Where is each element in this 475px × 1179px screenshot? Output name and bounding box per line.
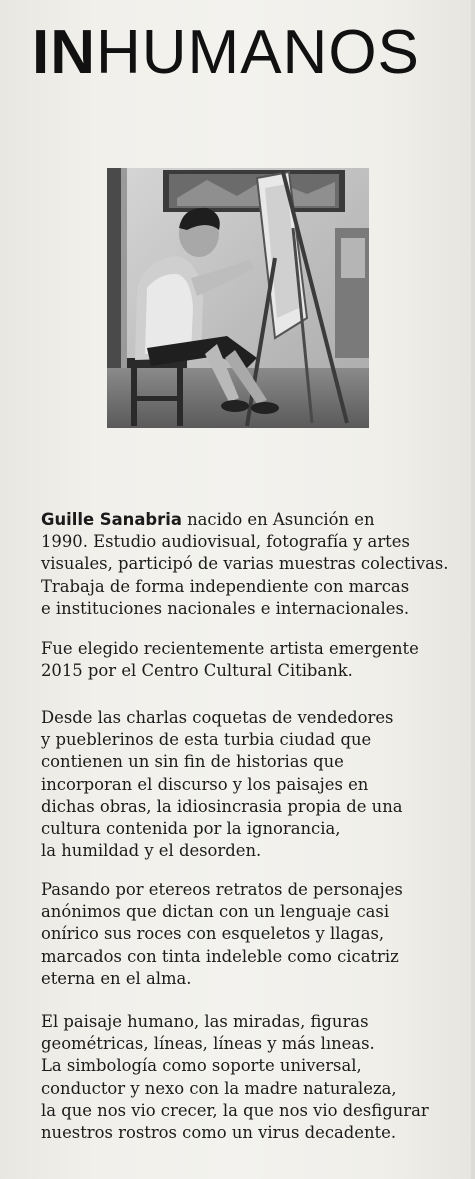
artist-photo-illustration xyxy=(107,168,369,428)
portraits-line: anónimos que dictan con un lenguaje casi xyxy=(41,902,390,922)
bio-line: Trabaja de forma independiente con marcas xyxy=(41,576,410,596)
portraits-line: onírico sus roces con esqueletos y llagas, xyxy=(41,924,385,944)
bio-line: visuales, participó de varias muestras colectivas. xyxy=(41,554,449,574)
inspiration-line: la humildad y el desorden. xyxy=(41,841,262,861)
portraits-line: marcados con tinta indeleble como cicatriz xyxy=(41,946,399,966)
award-paragraph xyxy=(41,638,441,682)
inspiration-line: y pueblerinos de esta turbia ciudad que xyxy=(41,730,372,750)
landscape-line: la que nos vio crecer, la que nos vio desfigurar xyxy=(41,1100,429,1120)
bio-line-text: nacido en Asunción en xyxy=(181,510,375,529)
portraits-line: Pasando por etereos retratos de personajes xyxy=(41,880,403,899)
title-light-part: HUMANOS xyxy=(96,18,420,87)
artist-name: Guille Sanabria xyxy=(41,510,182,529)
inspiration-line: Desde las charlas coquetas de vendedores xyxy=(41,708,394,727)
landscape-line: geométricas, líneas, líneas y más lıneas. xyxy=(41,1034,375,1054)
inspiration-line: dichas obras, la idiosincrasia propia de una xyxy=(41,796,403,816)
award-line: 2015 por el Centro Cultural Citibank. xyxy=(41,661,353,681)
inspiration-line: contienen un sin fin de historias que xyxy=(41,752,344,772)
landscape-line: nuestros rostros como un virus decadente. xyxy=(41,1123,397,1143)
landscape-line: La simbología como soporte universal, xyxy=(41,1056,362,1076)
bio-paragraph xyxy=(41,509,449,620)
landscape-paragraph xyxy=(41,1011,441,1144)
portraits-paragraph xyxy=(41,879,441,990)
bio-line: e instituciones nacionales e internacionales. xyxy=(41,598,410,618)
inspiration-paragraph xyxy=(41,707,441,862)
bio-line: 1990. Estudio audiovisual, fotografía y artes xyxy=(41,532,410,552)
portraits-line: eterna en el alma. xyxy=(41,968,192,988)
inspiration-line: incorporan el discurso y los paisajes en xyxy=(41,774,369,794)
exhibition-title xyxy=(32,20,420,86)
award-line: Fue elegido recientemente artista emergente xyxy=(41,639,419,658)
landscape-line: El paisaje humano, las miradas, figuras xyxy=(41,1012,369,1031)
artist-photo xyxy=(107,168,369,428)
title-bold-part: IN xyxy=(32,18,96,87)
panel-edge xyxy=(471,0,475,1179)
inspiration-line: cultura contenida por la ignorancia, xyxy=(41,819,341,839)
landscape-line: conductor y nexo con la madre naturaleza, xyxy=(41,1078,397,1098)
bio-line xyxy=(41,509,441,531)
